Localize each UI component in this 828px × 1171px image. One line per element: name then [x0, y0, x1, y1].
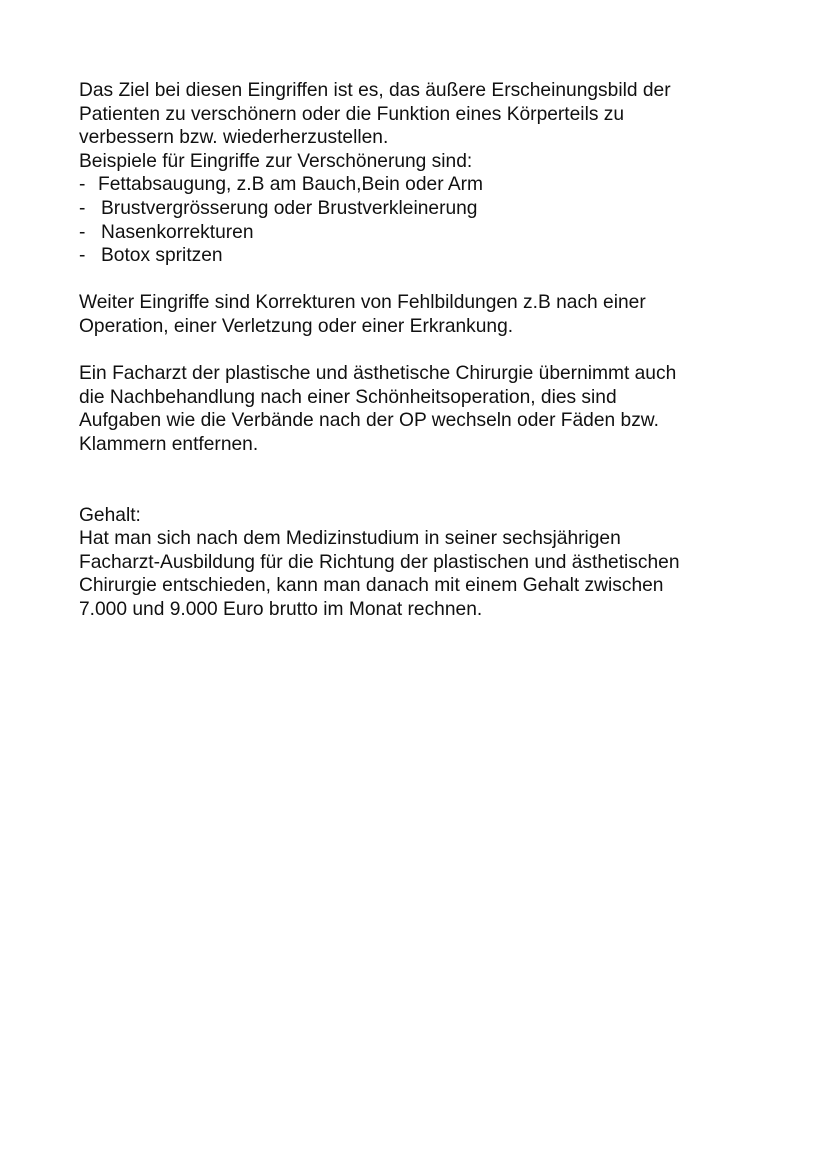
intro-line: verbessern bzw. wiederherzustellen.	[79, 127, 389, 149]
list-item	[79, 244, 779, 268]
list-item	[79, 173, 779, 197]
paragraph-line: die Nachbehandlung nach einer Schönheitsoperation, dies sind	[79, 386, 617, 408]
list-item-text: Botox spritzen	[101, 245, 223, 267]
list-bullet: -	[79, 197, 86, 219]
examples-list	[79, 173, 779, 267]
salary-section	[79, 504, 779, 622]
salary-line: Chirurgie entschieden, kann man danach mit einem Gehalt zwischen	[79, 575, 664, 597]
intro-line: Das Ziel bei diesen Eingriffen ist es, das äußere Erscheinungsbild der	[79, 80, 671, 101]
spacer	[79, 457, 779, 481]
spacer	[79, 480, 779, 504]
list-item-text: Brustvergrösserung oder Brustverkleinerung	[101, 197, 478, 219]
aftercare-paragraph	[79, 362, 779, 456]
intro-line: Patienten zu verschönern oder die Funktion eines Körperteils zu	[79, 103, 625, 125]
list-item-text: Nasenkorrekturen	[101, 221, 254, 243]
paragraph-line: Aufgaben wie die Verbände nach der OP wechseln oder Fäden bzw.	[79, 410, 659, 432]
salary-line: 7.000 und 9.000 Euro brutto im Monat rechnen.	[79, 599, 483, 621]
salary-heading: Gehalt:	[79, 504, 141, 526]
document-body	[79, 79, 779, 622]
paragraph-line: Weiter Eingriffe sind Korrekturen von Fehlbildungen z.B nach einer	[79, 292, 646, 314]
list-item	[79, 197, 779, 221]
paragraph-line: Ein Facharzt der plastische und ästhetische Chirurgie übernimmt auch	[79, 363, 677, 385]
intro-line: Beispiele für Eingriffe zur Verschönerung sind:	[79, 150, 473, 172]
paragraph-line: Klammern entfernen.	[79, 433, 259, 455]
salary-line: Facharzt-Ausbildung für die Richtung der plastischen und ästhetischen	[79, 551, 680, 573]
list-item	[79, 221, 779, 245]
list-bullet: -	[79, 245, 86, 267]
list-bullet: -	[79, 221, 86, 243]
paragraph-line: Operation, einer Verletzung oder einer Erkrankung.	[79, 315, 514, 337]
list-item-text: Fettabsaugung, z.B am Bauch,Bein oder Arm	[98, 174, 484, 196]
spacer	[79, 339, 779, 363]
spacer	[79, 268, 779, 292]
salary-line: Hat man sich nach dem Medizinstudium in seiner sechsjährigen	[79, 528, 621, 550]
list-bullet: -	[79, 174, 86, 196]
intro-paragraph	[79, 79, 779, 173]
corrections-paragraph	[79, 291, 779, 338]
